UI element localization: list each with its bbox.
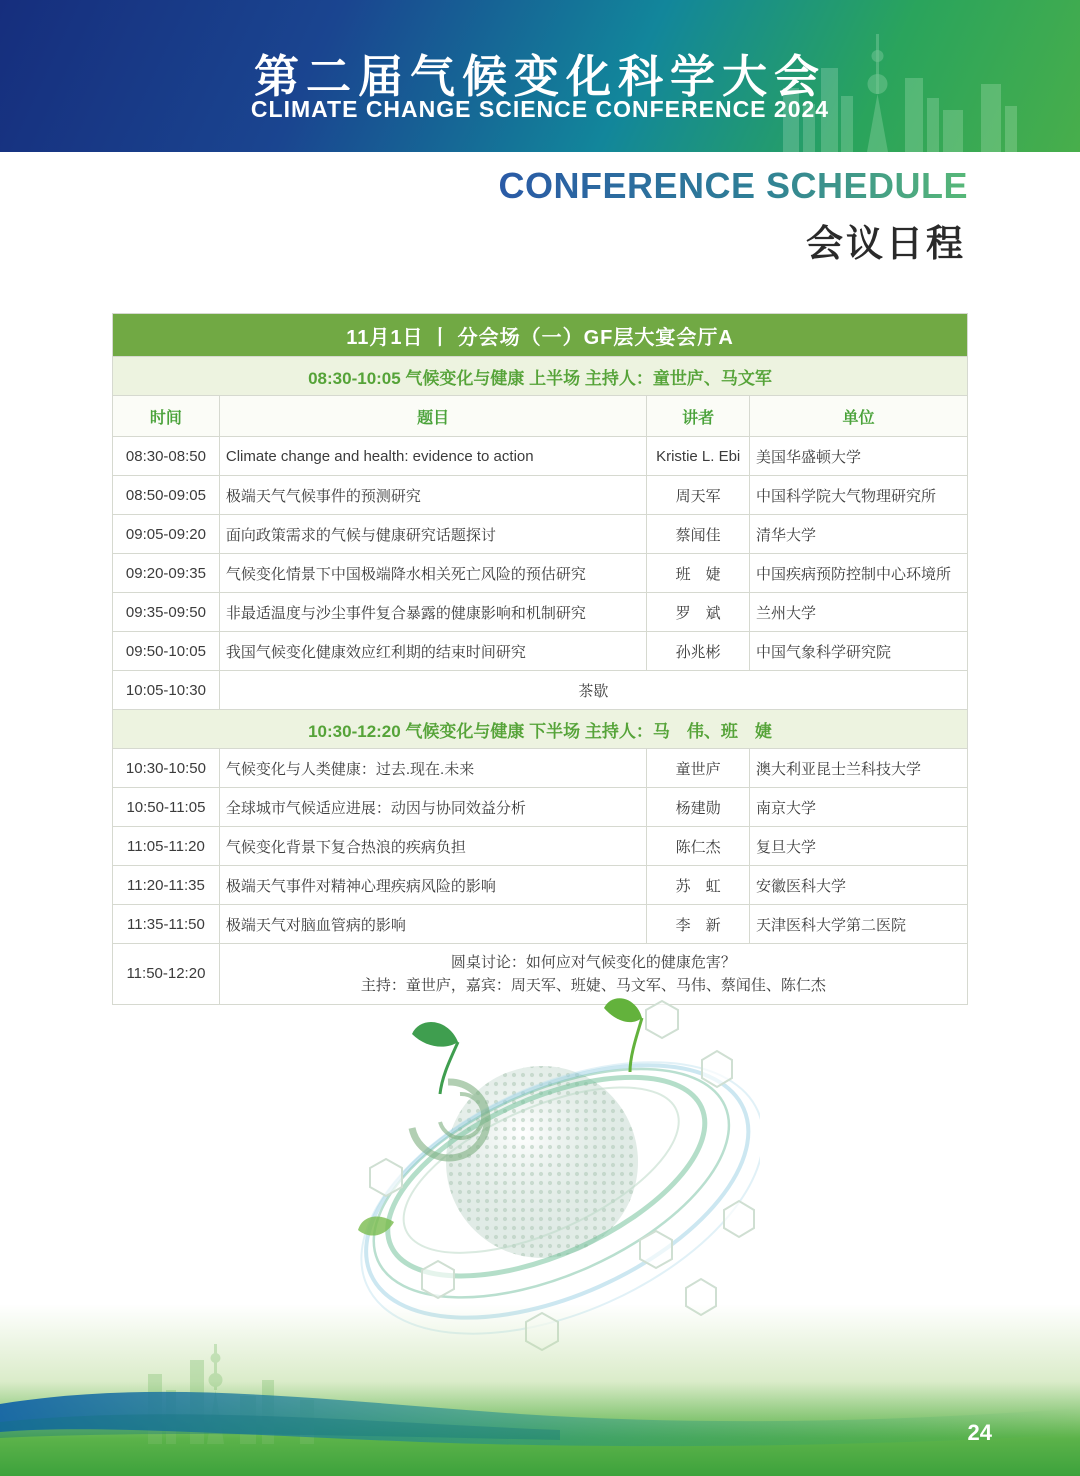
footer-decoration <box>0 1304 1080 1476</box>
cell-org: 兰州大学 <box>749 593 967 632</box>
conference-banner <box>0 0 1080 152</box>
session1-header-row <box>113 357 968 396</box>
session1-header: 08:30-10:05 气候变化与健康 上半场 主持人：童世庐、马文军 <box>113 357 968 396</box>
cell-time: 10:50-11:05 <box>113 788 220 827</box>
banner-title-en: CLIMATE CHANGE SCIENCE CONFERENCE 2024 <box>250 96 830 122</box>
cell-title: 气候变化背景下复合热浪的疾病负担 <box>219 827 647 866</box>
cell-org: 南京大学 <box>749 788 967 827</box>
cell-org: 澳大利亚昆士兰科技大学 <box>749 749 967 788</box>
cell-org: 美国华盛顿大学 <box>749 437 967 476</box>
section-title-en: CONFERENCE SCHEDULE <box>498 165 968 206</box>
venue-header-row <box>113 314 968 357</box>
cell-title: 我国气候变化健康效应红利期的结束时间研究 <box>219 632 647 671</box>
roundtable-participants: 主持：童世庐，嘉宾：周天军、班婕、马文军、马伟、蔡闻佳、陈仁杰 <box>360 977 826 994</box>
cell-time: 11:50-12:20 <box>113 944 220 1005</box>
table-row <box>113 827 968 866</box>
col-org: 单位 <box>749 396 967 437</box>
col-speaker: 讲者 <box>647 396 750 437</box>
table-row <box>113 515 968 554</box>
cell-title: 非最适温度与沙尘事件复合暴露的健康影响和机制研究 <box>219 593 647 632</box>
cell-speaker: 童世庐 <box>647 749 750 788</box>
tea-break-label: 茶歇 <box>219 671 967 710</box>
cell-speaker: 杨建勋 <box>647 788 750 827</box>
cell-org: 安徽医科大学 <box>749 866 967 905</box>
cell-time: 08:50-09:05 <box>113 476 220 515</box>
cell-time: 10:05-10:30 <box>113 671 220 710</box>
table-row <box>113 554 968 593</box>
cell-speaker: Kristie L. Ebi <box>647 437 750 476</box>
cell-org: 复旦大学 <box>749 827 967 866</box>
table-row <box>113 632 968 671</box>
venue-header: 11月1日 丨 分会场（一）GF层大宴会厅A <box>113 314 968 357</box>
roundtable-topic: 圆桌讨论：如何应对气候变化的健康危害？ <box>450 953 736 971</box>
cell-time: 11:20-11:35 <box>113 866 220 905</box>
table-row <box>113 437 968 476</box>
cell-time: 08:30-08:50 <box>113 437 220 476</box>
banner-title-zh: 第二届气候变化科学大会 <box>253 51 826 102</box>
cell-speaker: 蔡闻佳 <box>647 515 750 554</box>
cell-speaker: 周天军 <box>647 476 750 515</box>
session2-header: 10:30-12:20 气候变化与健康 下半场 主持人：马 伟、班 婕 <box>113 710 968 749</box>
col-time: 时间 <box>113 396 220 437</box>
cell-speaker: 孙兆彬 <box>647 632 750 671</box>
table-row <box>113 866 968 905</box>
table-row <box>113 788 968 827</box>
cell-speaker: 罗 斌 <box>647 593 750 632</box>
cell-time: 09:05-09:20 <box>113 515 220 554</box>
cell-speaker: 班 婕 <box>647 554 750 593</box>
tea-break-row <box>113 671 968 710</box>
cell-speaker: 陈仁杰 <box>647 827 750 866</box>
schedule-table <box>112 313 968 1005</box>
cell-time: 09:35-09:50 <box>113 593 220 632</box>
cell-title: 极端天气事件对精神心理疾病风险的影响 <box>219 866 647 905</box>
cell-time: 11:35-11:50 <box>113 905 220 944</box>
cell-time: 09:50-10:05 <box>113 632 220 671</box>
cell-org: 天津医科大学第二医院 <box>749 905 967 944</box>
cell-title: 气候变化情景下中国极端降水相关死亡风险的预估研究 <box>219 554 647 593</box>
cell-speaker: 李 新 <box>647 905 750 944</box>
table-row <box>113 476 968 515</box>
table-row <box>113 905 968 944</box>
cell-title: 面向政策需求的气候与健康研究话题探讨 <box>219 515 647 554</box>
table-row <box>113 749 968 788</box>
cell-title: 极端天气气候事件的预测研究 <box>219 476 647 515</box>
table-row <box>113 593 968 632</box>
cell-time: 09:20-09:35 <box>113 554 220 593</box>
col-title: 题目 <box>219 396 647 437</box>
cell-org: 中国疾病预防控制中心环境所 <box>749 554 967 593</box>
page-number: 24 <box>967 1420 992 1445</box>
cell-title: 气候变化与人类健康：过去.现在.未来 <box>219 749 647 788</box>
cell-title: 极端天气对脑血管病的影响 <box>219 905 647 944</box>
cell-time: 10:30-10:50 <box>113 749 220 788</box>
cell-title: Climate change and health: evidence to action <box>219 437 647 476</box>
cell-title: 全球城市气候适应进展：动因与协同效益分析 <box>219 788 647 827</box>
session2-header-row <box>113 710 968 749</box>
footer-art <box>0 1304 1080 1476</box>
cell-org: 中国科学院大气物理研究所 <box>749 476 967 515</box>
cell-org: 中国气象科学研究院 <box>749 632 967 671</box>
cell-org: 清华大学 <box>749 515 967 554</box>
cell-time: 11:05-11:20 <box>113 827 220 866</box>
section-title-zh: 会议日程 <box>806 223 966 264</box>
cell-speaker: 苏 虹 <box>647 866 750 905</box>
column-header-row <box>113 396 968 437</box>
